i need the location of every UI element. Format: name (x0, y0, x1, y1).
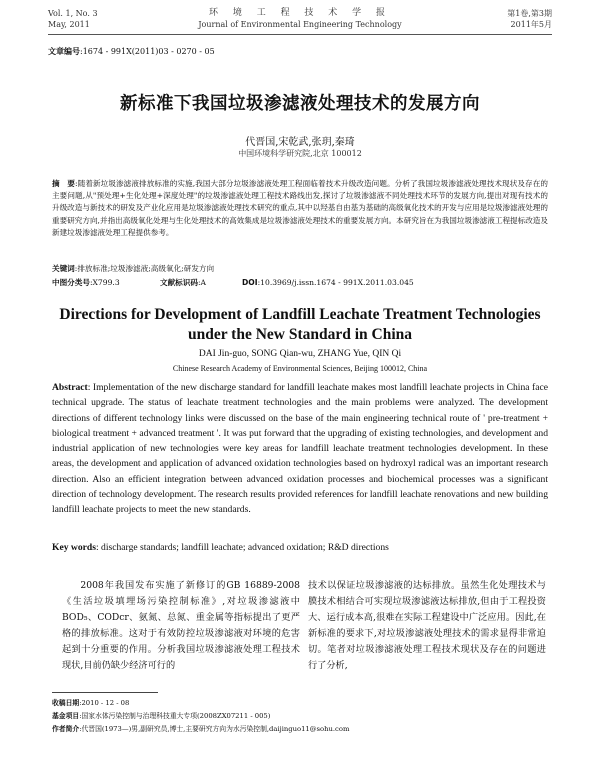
cn-doi-value: :10.3969/j.issn.1674 - 991X.2011.03.045 (257, 278, 414, 287)
footnote-author (52, 723, 349, 736)
en-abstract-text: : Implementation of the new discharge standard for landfill leachate makes most landfill leachate projects in China face technical upgrade. The status of leachate treatment technologies and the main problems were analyzed. The development directions of different technology links were discussed on the base of the main engineering technical route of ' pre-treatment + biological treatment + advanced treatment '. It was put forward that the upgrading of existing technologies, and development and industrial application of new technologies were key areas for landfill leachate treatment technologies development. In these areas, the development and application of advanced oxidation technologies based on hydroxyl radical was an important research direction. Also an efficient integration between advanced oxidation processes and biochemical processes was a significant direction of technology development. The research results provided references for landfill leachate renovations and new building landfill leachate projects to meet the new standards. (52, 382, 548, 516)
footnote-rule (52, 692, 158, 693)
cn-authors: 代晋国,宋乾武,张玥,秦琦 (245, 137, 355, 148)
cn-keywords-label: 关键词 (52, 264, 75, 273)
cn-abstract-text: :随着新垃圾渗滤液排放标准的实施,我国大部分垃圾渗滤液处理工程面临着技术升级改造问题。分析了我国垃圾渗滤液处理技术现状及存在的主要问题,从"预处理+生化处理+深度处理"的垃圾渗滤液处理工程技术路线出发,探讨了垃圾渗滤液不同处理技术环节的发展方向,提出对现有技术的升级改造与新技术的研发及产业化应用是垃圾渗滤液处理技术研究的重点,其中以羟基自由基为基础的高级氧化技术的开发与应用是垃圾渗滤液处理的重要研究方向,并指出高级氧化处理与生化处理技术的高效集成是垃圾渗滤液处理技术的重要发展方向。本研究旨在为我国垃圾渗滤液工程提标改造及新建垃圾渗滤液处理工程提供参考。 (52, 179, 548, 237)
header-volume-en: Vol. 1, No. 3 (48, 9, 98, 18)
article-number (48, 46, 215, 57)
en-abstract (52, 380, 548, 518)
cn-doi-label: DOI (242, 278, 258, 287)
cn-clc (52, 277, 160, 288)
cn-clc-label: 中图分类号 (52, 278, 90, 287)
cn-abstract-label: 摘 要 (52, 179, 76, 188)
body-left-paragraph: 2008年我国发布实施了新修订的GB 16889-2008《生活垃圾填埋场污染控制标准》,对垃圾渗滤液中BOD₅、CODcr、氨氮、总氮、重金属等指标提出了更严格的排放标准。这对于有效防控垃圾渗滤液对环境的危害起到十分重要的作用。分析我国垃圾渗滤液处理工程技术现状,目前仍缺少经济可行的 (62, 580, 300, 671)
article-number-label: 文章编号 (48, 47, 80, 56)
footnote-received-label: 收稿日期 (52, 699, 80, 707)
cn-keywords (52, 263, 548, 274)
body-left-column (62, 578, 300, 674)
cn-doc-code-value: :A (197, 278, 207, 287)
en-keywords (52, 542, 548, 553)
en-keywords-label: Key words (52, 542, 96, 553)
en-authors: DAI Jin-guo, SONG Qian-wu, ZHANG Yue, QIN Qi (198, 349, 402, 359)
header-journal-cn: 环 境 工 程 技 术 学 报 (208, 8, 392, 18)
footnote-author-label: 作者简介 (52, 725, 80, 733)
cn-doi (242, 278, 414, 287)
cn-doc-code (160, 277, 242, 288)
footnote-fund (52, 710, 270, 723)
body-right-column (308, 578, 546, 674)
footnote-author-value: :代晋国(1973—)男,副研究员,博士,主要研究方向为水污染控制,daijinguo11@sohu.com (79, 725, 350, 733)
header-volume-cn: 第1卷,第3期 (507, 9, 552, 18)
footnote-received-value: :2010 - 12 - 08 (79, 699, 130, 707)
en-title-line1: Directions for Development of Landfill Leachate Treatment Technologies (59, 306, 541, 323)
en-title-line2: under the New Standard in China (187, 326, 413, 343)
cn-clc-value: :X799.3 (89, 278, 120, 287)
header-issue-block (507, 8, 552, 30)
en-abstract-label: Abstract (52, 382, 88, 393)
en-title (0, 305, 600, 345)
cn-doc-code-label: 文献标识码 (160, 278, 198, 287)
cn-title: 新标准下我国垃圾渗滤液处理技术的发展方向 (120, 94, 480, 114)
footnote-fund-label: 基金项目 (52, 712, 80, 720)
en-keywords-text: : discharge standards; landfill leachate; advanced oxidation; R&D directions (95, 542, 389, 553)
footnote-received (52, 697, 129, 710)
cn-affiliation: 中国环境科学研究院,北京 100012 (238, 149, 362, 158)
cn-keywords-text: :排放标准;垃圾渗滤液;高级氧化;研发方向 (74, 264, 215, 273)
en-affiliation: Chinese Research Academy of Environmental Sciences, Beijing 100012, China (172, 364, 428, 373)
cn-classification-row (52, 277, 548, 288)
cn-abstract (52, 178, 548, 239)
header-rule (48, 34, 552, 35)
header-journal-en: Journal of Environmental Engineering Technology (198, 20, 402, 29)
header-date-en: May, 2011 (48, 20, 90, 29)
article-number-value: :1674 - 991X(2011)03 - 0270 - 05 (80, 47, 215, 56)
footnote-fund-value: :国家水体污染控制与治理科技重大专项(2008ZX07211 - 005) (79, 712, 271, 720)
body-right-paragraph: 技术以保证垃圾渗滤液的达标排放。虽然生化处理技术与膜技术相结合可实现垃圾渗滤液达标排放,但由于工程投资大、运行成本高,很难在实际工程建设中广泛应用。因此,在新标准的要求下,对垃圾渗滤液处理技术的需求显得非常迫切。笔者对垃圾渗滤液处理工程技术现状及存在的问题进行了分析, (308, 580, 546, 671)
header-date-cn: 2011年5月 (510, 20, 552, 29)
header-volume-block (48, 8, 98, 30)
header-journal-block (150, 8, 450, 30)
